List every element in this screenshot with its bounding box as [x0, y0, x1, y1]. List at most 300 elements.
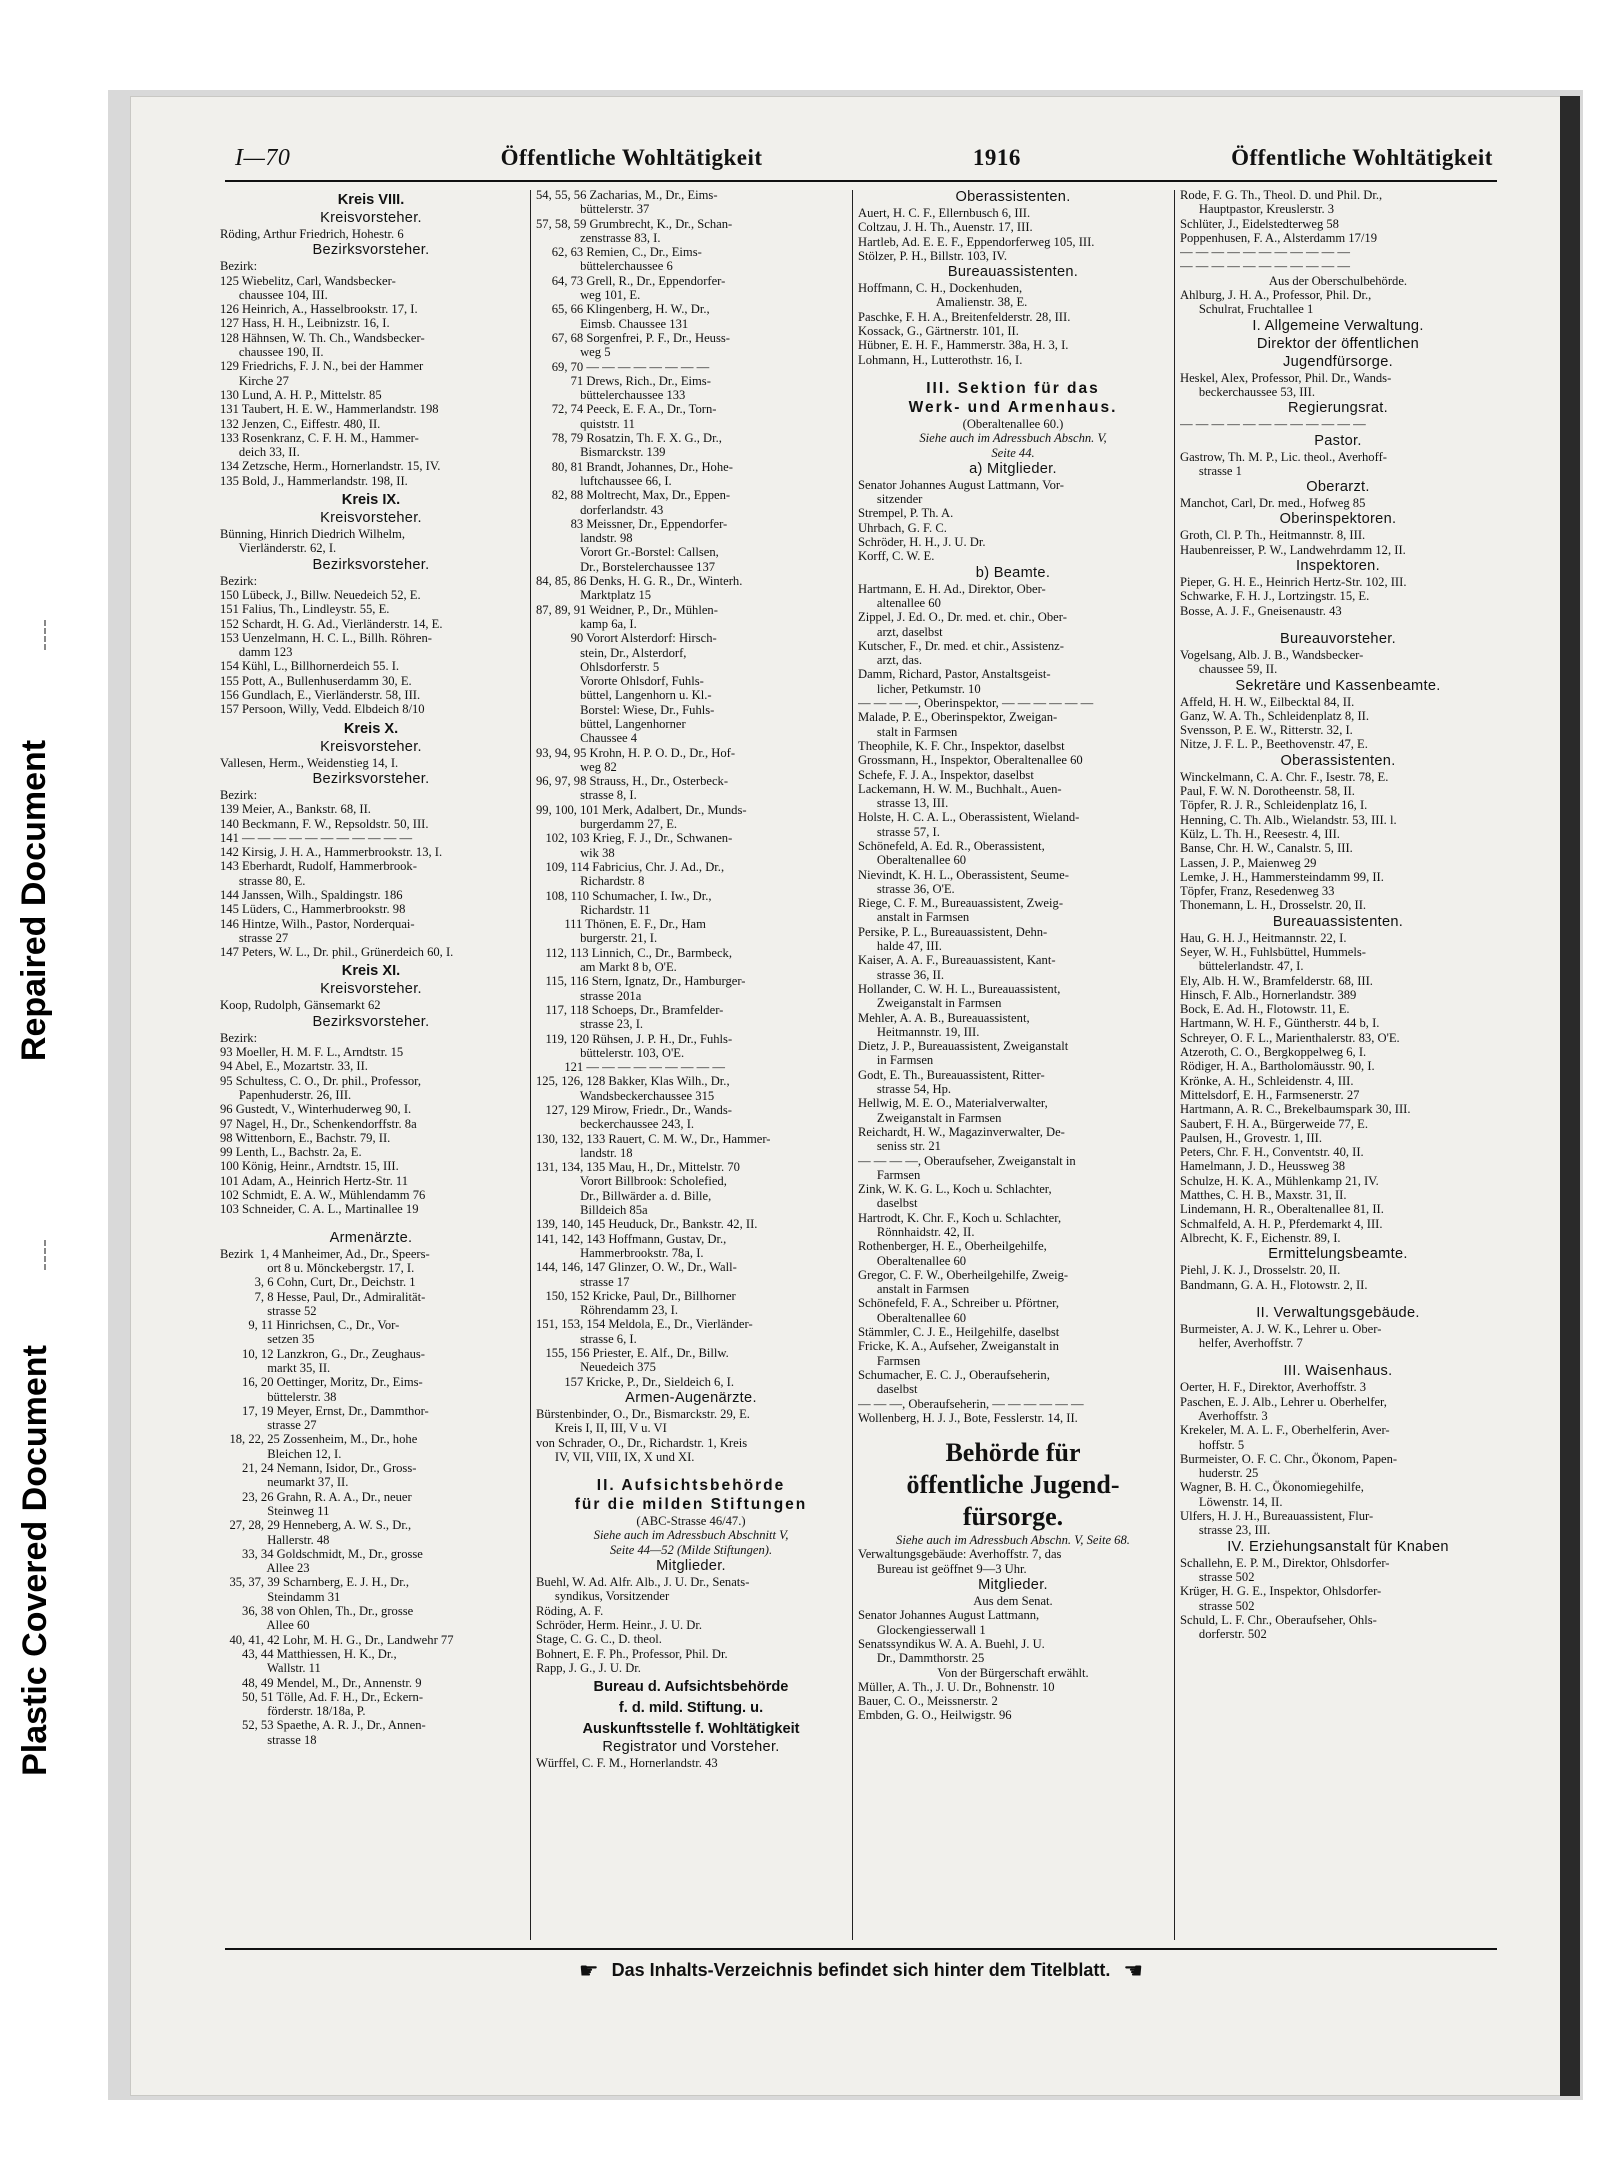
note-line: Siehe auch im Adressbuch Abschn. V,: [919, 431, 1107, 446]
entry-line: landstr. 98: [536, 531, 633, 546]
subsection-heading: Kreisvorsteher.: [320, 981, 422, 998]
subsection-heading: Bureauassistenten.: [947, 264, 1079, 281]
entry-line: Korff, C. W. E.: [858, 549, 935, 564]
entry-line: huderstr. 25: [1180, 1466, 1259, 1481]
entry-line: Steindamm 31: [220, 1589, 341, 1604]
entry-line: Hartrodt, K. Chr. F., Koch u. Schlachter,: [858, 1210, 1062, 1225]
subsection-heading: Registrator und Vorsteher.: [602, 1739, 780, 1756]
section-heading: Auskunftsstelle f. Wohltätigkeit: [582, 1721, 800, 1738]
entry-line: Rödiger, H. A., Bartholomäusstr. 90, I.: [1180, 1059, 1375, 1074]
entry-line: 90 Vorort Alsterdorf: Hirsch-: [536, 631, 717, 646]
entry-line: Bürstenbinder, O., Dr., Bismarckstr. 29, E.: [536, 1406, 750, 1421]
entry-line: 62, 63 Remien, C., Dr., Eims-: [536, 245, 702, 260]
entry-line: strasse 13, III.: [858, 796, 949, 811]
entry-line: strasse 54, Hp.: [858, 1082, 952, 1097]
entry-line: chaussee 104, III.: [220, 287, 328, 302]
entry-line: Töpfer, R. J. R., Schleidenplatz 16, I.: [1180, 798, 1368, 813]
entry-line: chaussee 190, II.: [220, 345, 324, 360]
entry-line: büttel, Langenhorn u. Kl.-: [536, 688, 712, 703]
entry-line: Schröder, Herm. Heinr., J. U. Dr.: [536, 1617, 702, 1632]
major-heading: fürsorge.: [962, 1502, 1064, 1532]
entry-line: beckerchaussee 243, I.: [536, 1117, 695, 1132]
entry-line: stalt in Farmsen: [858, 724, 958, 739]
entry-line: Schönefeld, A. Ed. R., Oberassistent,: [858, 838, 1045, 853]
entry-line: 96, 97, 98 Strauss, H., Dr., Osterbeck-: [536, 774, 729, 789]
entry-line: 126 Heinrich, A., Hasselbrookstr. 17, I.: [220, 302, 418, 317]
entry-line: Steinweg 11: [220, 1503, 330, 1518]
entry-line: Kreis I, II, III, V u. VI: [536, 1421, 667, 1436]
entry-line: Matthes, C. H. B., Maxstr. 31, II.: [1180, 1188, 1347, 1203]
entry-line: Vogelsang, Alb. J. B., Wandsbecker-: [1180, 647, 1364, 662]
spacer: [536, 1464, 846, 1476]
entry-line: sitzender: [858, 492, 923, 507]
entry-line: Rode, F. G. Th., Theol. D. und Phil. Dr.,: [1180, 188, 1383, 202]
entry-line: strasse 23, III.: [1180, 1523, 1271, 1538]
entry-line: Billdeich 85a: [536, 1203, 648, 1218]
entry-line: Ohlsdorferstr. 5: [536, 659, 660, 674]
entry-line: IV, VII, VIII, IX, X und XI.: [536, 1449, 695, 1464]
subsection-heading: Bureauassistenten.: [1272, 913, 1404, 930]
entry-line: anstalt in Farmsen: [858, 910, 970, 925]
entry-line: Kutscher, F., Dr. med. et chir., Assistenz-: [858, 638, 1064, 653]
column-divider: [530, 190, 531, 1940]
entry-line: Mittelsdorf, E. H., Farmsenerstr. 27: [1180, 1087, 1360, 1102]
centered-line: Aus der Oberschulbehörde.: [1268, 273, 1408, 288]
entry-line: 151 Falius, Th., Lindleystr. 55, E.: [220, 602, 390, 617]
side-divider: [44, 620, 48, 650]
entry-line: 99, 100, 101 Merk, Adalbert, Dr., Munds-: [536, 802, 747, 817]
entry-line: Schulrat, Fruchtallee 1: [1180, 302, 1314, 317]
entry-line: Röhrendamm 23, I.: [536, 1303, 679, 1318]
entry-line: 36, 38 von Ohlen, Th., Dr., grosse: [220, 1604, 414, 1619]
spacer: [1180, 1350, 1496, 1362]
entry-line: 145 Lüders, C., Hammerbrookstr. 98: [220, 902, 406, 917]
entry-line: Burmeister, A. J. W. K., Lehrer u. Ober-: [1180, 1321, 1382, 1336]
repaired-document-label: Repaired Document: [15, 739, 54, 1061]
entry-line: Burmeister, O. F. C. Chr., Ökonom, Papen-: [1180, 1451, 1398, 1466]
entry-line: 146 Hintze, Wilh., Pastor, Norderquai-: [220, 916, 415, 931]
entry-line: Heskel, Alex, Professor, Phil. Dr., Wands-: [1180, 370, 1392, 385]
entry-line: Hartmann, E. H. Ad., Direktor, Ober-: [858, 581, 1046, 596]
spacer: [858, 1425, 1168, 1437]
entry-line: Paschke, F. H. A., Breitenfelderstr. 28, III.: [858, 309, 1071, 324]
entry-line: Hartmann, A. R. C., Brekelbaumspark 30, III.: [1180, 1102, 1411, 1117]
entry-line: Töpfer, Franz, Resedenweg 33: [1180, 884, 1335, 899]
entry-line: Hartleb, Ad. E. E. F., Eppendorferweg 105, III.: [858, 234, 1095, 249]
subsection-heading: Kreisvorsteher.: [320, 738, 422, 755]
entry-line: Gregor, C. F. W., Oberheilgehilfe, Zweig-: [858, 1267, 1069, 1282]
entry-line: 54, 55, 56 Zacharias, M., Dr., Eims-: [536, 188, 718, 202]
entry-line: Paul, F. W. N. Dorotheenstr. 58, II.: [1180, 784, 1355, 799]
entry-line: Bock, E. Ad. H., Flotowstr. 11, E.: [1180, 1002, 1350, 1017]
subsection-heading: Oberassistenten.: [1280, 752, 1396, 769]
entry-line: damm 123: [220, 645, 293, 660]
header-title-right: Öffentliche Wohltätigkeit: [1231, 145, 1493, 170]
note-line: Siehe auch im Adressbuch Abschn. V, Seite 68.: [896, 1533, 1130, 1548]
entry-line: 9, 11 Hinrichsen, C., Dr., Vor-: [220, 1318, 400, 1333]
entry-line: Damm, Richard, Pastor, Anstaltsgeist-: [858, 667, 1051, 682]
entry-line: Hellwig, M. E. O., Materialverwalter,: [858, 1096, 1048, 1111]
entry-line: Bureau ist geöffnet 9—3 Uhr.: [858, 1561, 1027, 1576]
entry-line: büttelerstr. 37: [536, 202, 650, 217]
entry-line: Wagner, B. H. C., Ökonomiegehilfe,: [1180, 1480, 1364, 1495]
entry-line: Bismarckstr. 139: [536, 445, 666, 460]
entry-line: förderstr. 18/18a, P.: [220, 1704, 366, 1719]
entry-line: kamp 6a, I.: [536, 616, 637, 631]
entry-line: halde 47, III.: [858, 939, 942, 954]
entry-line: Bezirk:: [220, 573, 258, 588]
subsection-heading: Mitglieder.: [656, 1558, 726, 1575]
entry-line: daselbst: [858, 1196, 918, 1211]
entry-line: 152 Schardt, H. G. Ad., Vierländerstr. 14, E.: [220, 616, 443, 631]
section-heading: Kreis XI.: [341, 963, 401, 980]
entry-line: Hollander, C. W. H. L., Bureauassistent,: [858, 981, 1061, 996]
entry-line: 87, 89, 91 Weidner, P., Dr., Mühlen-: [536, 602, 718, 617]
entry-line: Schmalfeld, A. H. P., Pferdemarkt 4, III.: [1180, 1216, 1383, 1231]
entry-line: 71 Drews, Rich., Dr., Eims-: [536, 373, 711, 388]
spacer: [1180, 1292, 1496, 1304]
subsection-heading: Bezirksvorsteher.: [312, 556, 430, 573]
entry-line: büttelerchaussee 6: [536, 259, 673, 274]
entry-line: Buehl, W. Ad. Alfr. Alb., J. U. Dr., Senats-: [536, 1575, 750, 1590]
entry-line: Rothenberger, H. E., Oberheilgehilfe,: [858, 1239, 1047, 1254]
entry-line: strasse 502: [1180, 1598, 1255, 1613]
subsection-heading: III. Waisenhaus.: [1283, 1363, 1393, 1380]
entry-line: altenallee 60: [858, 595, 941, 610]
entry-line: 40, 41, 42 Lohr, M. H. G., Dr., Landwehr 77: [220, 1632, 454, 1647]
entry-line: 130, 132, 133 Rauert, C. M. W., Dr., Hammer-: [536, 1131, 771, 1146]
entry-line: weg 82: [536, 759, 617, 774]
entry-line: 33, 34 Goldschmidt, M., Dr., grosse: [220, 1546, 423, 1561]
entry-line: Grossmann, H., Inspektor, Oberaltenallee 60: [858, 753, 1083, 768]
entry-line: Peters, Chr. F. H., Conventstr. 40, II.: [1180, 1145, 1364, 1160]
entry-line: 95 Schultess, C. O., Dr. phil., Professor,: [220, 1073, 421, 1088]
entry-line: Zink, W. K. G. L., Koch u. Schlachter,: [858, 1182, 1052, 1197]
subsection-heading: Bezirksvorsteher.: [312, 242, 430, 259]
entry-line: 119, 120 Rühsen, J. P. H., Dr., Fuhls-: [536, 1031, 733, 1046]
entry-line: strasse 27: [220, 930, 289, 945]
entry-line: 48, 49 Mendel, M., Dr., Annenstr. 9: [220, 1675, 422, 1690]
entry-line: Thonemann, L. H., Drosselstr. 20, II.: [1180, 898, 1367, 913]
page-number: I—70: [235, 144, 291, 171]
entry-line: Schröder, H. H., J. U. Dr.: [858, 535, 986, 550]
entry-line: Embden, G. O., Heilwigstr. 96: [858, 1708, 1012, 1723]
entry-line: 3, 6 Cohn, Curt, Dr., Deichstr. 1: [220, 1275, 416, 1290]
entry-line: — — — — — — — — — — —: [1180, 259, 1351, 274]
note-line: Seite 44—52 (Milde Stiftungen).: [609, 1542, 773, 1557]
entry-line: Koop, Rudolph, Gänsemarkt 62: [220, 998, 381, 1013]
entry-line: Wandsbeckerchaussee 315: [536, 1088, 715, 1103]
entry-line: Hübner, E. H. F., Hammerstr. 38a, H. 3, I.: [858, 338, 1069, 353]
entry-line: Ganz, W. A. Th., Schleidenplatz 8, II.: [1180, 708, 1369, 723]
entry-line: 147 Peters, W. L., Dr. phil., Grünerdeich 60, I.: [220, 945, 454, 960]
entry-line: Neuedeich 375: [536, 1360, 656, 1375]
section-heading: Kreis IX.: [341, 492, 401, 509]
entry-line: Röding, A. F.: [536, 1603, 604, 1618]
entry-line: büttelerchaussee 133: [536, 388, 686, 403]
pointing-hand-right-icon: ☛: [578, 1958, 599, 1983]
entry-line: Hamelmann, J. D., Heussweg 38: [1180, 1159, 1346, 1174]
entry-line: Saubert, F. H. A., Bürgerweide 77, E.: [1180, 1116, 1368, 1131]
entry-line: 96 Gustedt, V., Winterhuderweg 90, I.: [220, 1102, 412, 1117]
entry-line: Würffel, C. F. M., Hornerlandstr. 43: [536, 1756, 718, 1771]
entry-line: setzen 35: [220, 1332, 315, 1347]
entry-line: 143 Eberhardt, Rudolf, Hammerbrook-: [220, 859, 417, 874]
entry-line: 135 Bold, J., Hammerlandstr. 198, II.: [220, 473, 408, 488]
entry-line: Bosse, A. J. F., Gneisenaustr. 43: [1180, 603, 1342, 618]
entry-line: 65, 66 Klingenberg, H. W., Dr.,: [536, 302, 710, 317]
entry-line: 17, 19 Meyer, Ernst, Dr., Dammthor-: [220, 1403, 429, 1418]
entry-line: 100 König, Heinr., Arndtstr. 15, III.: [220, 1159, 399, 1174]
entry-line: arzt, daselbst: [858, 624, 943, 639]
centered-line: (ABC-Strasse 46/47.): [636, 1514, 746, 1529]
entry-line: 78, 79 Rosatzin, Th. F. X. G., Dr.,: [536, 431, 722, 446]
entry-line: Strempel, P. Th. A.: [858, 506, 954, 521]
entry-line: dorferlandstr. 43: [536, 502, 664, 517]
pointing-hand-left-icon: ☚: [1123, 1958, 1144, 1983]
entry-line: Oberaltenallee 60: [858, 853, 967, 868]
entry-line: Piehl, J. K. J., Drosselstr. 20, II.: [1180, 1263, 1341, 1278]
entry-line: Farmsen: [858, 1353, 921, 1368]
entry-line: Pieper, G. H. E., Heinrich Hertz-Str. 102, III.: [1180, 575, 1407, 590]
entry-line: Hartmann, W. H. F., Güntherstr. 44 b, I.: [1180, 1016, 1380, 1031]
section-heading: für die milden Stiftungen: [574, 1496, 808, 1514]
entry-line: 125 Wiebelitz, Carl, Wandsbecker-: [220, 273, 396, 288]
entry-line: Hinsch, F. Alb., Hornerlandstr. 389: [1180, 987, 1357, 1002]
entry-line: Vororte Ohlsdorf, Fuhls-: [536, 674, 704, 689]
entry-line: 132 Jenzen, C., Eiffestr. 480, II.: [220, 416, 381, 431]
entry-line: 94 Abel, E., Mozartstr. 33, II.: [220, 1059, 368, 1074]
entry-line: Lemke, J. H., Hammersteindamm 99, II.: [1180, 869, 1384, 884]
subsection-heading: Kreisvorsteher.: [320, 510, 422, 527]
entry-line: 93, 94, 95 Krohn, H. P. O. D., Dr., Hof-: [536, 745, 736, 760]
entry-line: strasse 17: [536, 1274, 630, 1289]
entry-line: — — — —, Oberaufseher, Zweiganstalt in: [858, 1153, 1076, 1168]
entry-line: Mehler, A. A. B., Bureauassistent,: [858, 1010, 1030, 1025]
entry-line: Ely, Alb. H. W., Bramfelderstr. 68, III.: [1180, 973, 1373, 988]
footer-text: Das Inhalts-Verzeichnis befindet sich hinter dem Titelblatt.: [611, 1959, 1111, 1980]
entry-line: Bezirk:: [220, 1030, 258, 1045]
entry-line: burgerdamm 27, E.: [536, 817, 678, 832]
entry-line: 98 Wittenborn, E., Bachstr. 79, II.: [220, 1130, 391, 1145]
footer-note: [225, 1958, 1497, 1984]
subsection-heading: IV. Erziehungsanstalt für Knaben: [1227, 1538, 1449, 1555]
entry-line: 18, 22, 25 Zossenheim, M., Dr., hohe: [220, 1432, 418, 1447]
entry-line: 101 Adam, A., Heinrich Hertz-Str. 11: [220, 1173, 409, 1188]
entry-line: Vierländerstr. 62, I.: [220, 541, 337, 556]
entry-line: 131 Taubert, H. E. W., Hammerlandstr. 198: [220, 402, 439, 417]
entry-line: — — —, Oberaufseherin, — — — — — —: [858, 1396, 1084, 1411]
entry-line: büttelerlandstr. 47, I.: [1180, 959, 1304, 974]
subsection-heading: II. Verwaltungsgebäude.: [1256, 1304, 1420, 1321]
entry-line: Nitze, J. F. L. P., Beethovenstr. 47, E.: [1180, 737, 1368, 752]
entry-line: 112, 113 Linnich, C., Dr., Barmbeck,: [536, 945, 732, 960]
entry-line: Farmsen: [858, 1167, 921, 1182]
entry-line: stein, Dr., Alsterdorf,: [536, 645, 687, 660]
entry-line: 72, 74 Peeck, E. F. A., Dr., Torn-: [536, 402, 717, 417]
subsection-heading: Inspektoren.: [1296, 558, 1380, 575]
entry-line: Stämmler, C. J. E., Heilgehilfe, daselbst: [858, 1325, 1060, 1340]
entry-line: strasse 36, II.: [858, 967, 945, 982]
entry-line: ort 8 u. Mönckebergstr. 17, I.: [220, 1260, 415, 1275]
subsection-heading: Pastor.: [1314, 432, 1362, 449]
entry-line: Bleichen 12, I.: [220, 1446, 342, 1461]
column-divider: [1174, 190, 1175, 1940]
entry-line: 80, 81 Brandt, Johannes, Dr., Hohe-: [536, 459, 733, 474]
entry-line: 128 Hähnsen, W. Th. Ch., Wandsbecker-: [220, 330, 425, 345]
entry-line: markt 35, II.: [220, 1361, 331, 1375]
spacer: [858, 367, 1168, 379]
entry-line: Vallesen, Herm., Weidenstieg 14, I.: [220, 755, 399, 770]
entry-line: Paschen, E. J. Alb., Lehrer u. Oberhelfer,: [1180, 1394, 1387, 1409]
entry-line: landstr. 18: [536, 1145, 633, 1160]
section-heading: f. d. mild. Stiftung. u.: [618, 1700, 764, 1717]
entry-line: Oberaltenallee 60: [858, 1253, 967, 1268]
entry-line: 27, 28, 29 Henneberg, A. W. S., Dr.,: [220, 1518, 412, 1533]
entry-line: strasse 57, I.: [858, 824, 940, 839]
entry-line: strasse 80, E.: [220, 873, 306, 888]
entry-line: büttel, Langenhorner: [536, 716, 686, 731]
entry-line: 82, 88 Moltrecht, Max, Dr., Eppen-: [536, 488, 731, 503]
spacer: [220, 1217, 522, 1229]
entry-line: am Markt 8 b, O'E.: [536, 960, 677, 975]
entry-line: strasse 36, O'E.: [858, 881, 955, 896]
subsection-heading: Bureauvorsteher.: [1280, 630, 1396, 647]
entry-line: Stage, C. G. C., D. theol.: [536, 1632, 662, 1647]
entry-line: deich 33, II.: [220, 445, 300, 460]
entry-line: 111 Thönen, E. F., Dr., Ham: [536, 917, 706, 932]
entry-line: Eimsb. Chaussee 131: [536, 316, 689, 331]
entry-line: Dietz, J. P., Bureauassistent, Zweiganstalt: [858, 1039, 1069, 1054]
entry-line: 103 Schneider, C. A. L., Martinallee 19: [220, 1202, 419, 1217]
entry-line: Schulze, H. K. A., Mühlenkamp 21, IV.: [1180, 1173, 1379, 1188]
entry-line: Hau, G. H. J., Heitmannstr. 22, I.: [1180, 930, 1347, 945]
major-heading: öffentliche Jugend-: [906, 1470, 1120, 1500]
entry-line: neumarkt 37, II.: [220, 1475, 349, 1490]
subsection-heading: Oberarzt.: [1306, 479, 1370, 496]
entry-line: 99 Lenth, L., Bachstr. 2a, E.: [220, 1145, 362, 1160]
entry-line: Paulsen, H., Grovestr. 1, III.: [1180, 1130, 1323, 1145]
entry-line: Bezirk 1, 4 Manheimer, Ad., Dr., Speers-: [220, 1246, 430, 1261]
subsection-heading: Jugendfürsorge.: [1283, 353, 1393, 370]
entry-line: Schwarke, F. H. J., Lortzingstr. 15, E.: [1180, 589, 1370, 604]
entry-line: 139, 140, 145 Heuduck, Dr., Bankstr. 42, II.: [536, 1217, 758, 1232]
entry-line: Müller, A. Th., J. U. Dr., Bohnenstr. 10: [858, 1679, 1055, 1694]
note-line: Siehe auch im Adressbuch Abschnitt V,: [593, 1528, 789, 1543]
entry-line: 154 Kühl, L., Billhornerdeich 55. I.: [220, 659, 400, 674]
entry-line: — — — —, Oberinspektor, — — — — — —: [858, 696, 1094, 711]
section-heading: Werk- und Armenhaus.: [908, 398, 1118, 416]
entry-line: Bezirk:: [220, 787, 258, 802]
entry-line: Amalienstr. 38, E.: [858, 295, 1028, 310]
note-line: Seite 44.: [991, 445, 1035, 460]
entry-line: Rapp, J. G., J. U. Dr.: [536, 1660, 641, 1675]
entry-line: 144 Janssen, Wilh., Spaldingstr. 186: [220, 887, 403, 902]
entry-line: Dr., Billwärder a. d. Bille,: [536, 1188, 712, 1203]
entry-line: Banse, Chr. H. W., Canalstr. 5, III.: [1180, 841, 1353, 856]
entry-line: Richardstr. 11: [536, 902, 651, 917]
entry-line: 144, 146, 147 Glinzer, O. W., Dr., Wall-: [536, 1260, 737, 1275]
entry-line: Seyer, W. H., Fuhlsbüttel, Hummels-: [1180, 944, 1366, 959]
entry-line: Atzeroth, C. O., Bergkoppelweg 6, I.: [1180, 1045, 1367, 1060]
entry-line: Senatssyndikus W. A. A. Buehl, J. U.: [858, 1636, 1045, 1651]
entry-line: strasse 23, I.: [536, 1017, 644, 1032]
entry-line: weg 101, E.: [536, 288, 641, 303]
entry-line: 35, 37, 39 Scharnberg, E. J. H., Dr.,: [220, 1575, 410, 1590]
entry-line: Coltzau, J. H. Th., Auenstr. 17, III.: [858, 220, 1033, 235]
entry-line: Bünning, Hinrich Diedrich Wilhelm,: [220, 527, 405, 542]
entry-line: Hallerstr. 48: [220, 1532, 330, 1547]
entry-line: 102 Schmidt, E. A. W., Mühlendamm 76: [220, 1188, 426, 1203]
entry-line: strasse 6, I.: [536, 1331, 637, 1346]
entry-line: 157 Kricke, P., Dr., Sieldeich 6, I.: [536, 1374, 734, 1389]
entry-line: strasse 1: [1180, 463, 1242, 478]
entry-line: hoffstr. 5: [1180, 1437, 1245, 1452]
entry-line: 16, 20 Oettinger, Moritz, Dr., Eims-: [220, 1375, 423, 1390]
entry-line: 109, 114 Fabricius, Chr. J. Ad., Dr.,: [536, 859, 725, 874]
entry-line: Wallstr. 11: [220, 1661, 321, 1676]
entry-line: Hammerbrookstr. 78a, I.: [536, 1245, 704, 1260]
entry-line: büttelerstr. 38: [220, 1389, 337, 1404]
entry-line: 21, 24 Nemann, Isidor, Dr., Gross-: [220, 1461, 417, 1476]
entry-line: 153 Uenzelmann, H. C. L., Billh. Röhren-: [220, 630, 432, 645]
entry-line: Hoffmann, C. H., Dockenhuden,: [858, 281, 1023, 296]
entry-line: Schumacher, E. C. J., Oberaufseherin,: [858, 1367, 1050, 1382]
entry-line: 108, 110 Schumacher, I. Iw., Dr.,: [536, 888, 712, 903]
entry-line: 97 Nagel, H., Dr., Schenkendorffstr. 8a: [220, 1116, 417, 1131]
entry-line: Marktplatz 15: [536, 588, 652, 603]
entry-line: 50, 51 Tölle, Ad. F. H., Dr., Eckern-: [220, 1689, 424, 1704]
major-heading: Behörde für: [945, 1438, 1081, 1468]
entry-line: 134 Zetzsche, Herm., Hornerlandstr. 15, IV.: [220, 459, 441, 474]
entry-line: quiststr. 11: [536, 416, 635, 431]
entry-line: 102, 103 Krieg, F. J., Dr., Schwanen-: [536, 831, 733, 846]
entry-line: Malade, P. E., Oberinspektor, Zweigan-: [858, 710, 1058, 725]
plastic-covered-document-label: Plastic Covered Document: [15, 1344, 54, 1776]
entry-line: strasse 8, I.: [536, 788, 637, 803]
entry-line: 10, 12 Lanzkron, G., Dr., Zeughaus-: [220, 1346, 425, 1361]
entry-line: Papenhuderstr. 26, III.: [220, 1087, 352, 1102]
entry-line: Theophile, K. F. Chr., Inspektor, daselbst: [858, 738, 1065, 753]
subsection-heading: Sekretäre und Kassenbeamte.: [1235, 677, 1441, 694]
entry-line: 43, 44 Matthiessen, H. K., Dr.,: [220, 1646, 397, 1661]
entry-line: Senator Johannes August Lattmann, Vor-: [858, 477, 1065, 492]
spacer: [1180, 618, 1496, 630]
entry-line: Heitmannstr. 19, III.: [858, 1024, 980, 1039]
centered-line: (Oberaltenallee 60.): [962, 416, 1064, 431]
entry-line: Richardstr. 8: [536, 874, 645, 889]
entry-line: Lackemann, H. W. M., Buchhalt., Auen-: [858, 781, 1062, 796]
entry-line: Löwenstr. 14, II.: [1180, 1494, 1283, 1509]
header-year: 1916: [972, 145, 1021, 170]
entry-line: 133 Rosenkranz, C. F. H. M., Hammer-: [220, 430, 419, 445]
column-3: [858, 188, 1168, 1943]
entry-line: Vorort Gr.-Borstel: Callsen,: [536, 545, 719, 560]
entry-line: Oerter, H. F., Direktor, Averhoffstr. 3: [1180, 1380, 1367, 1395]
entry-line: büttelerstr. 103, O'E.: [536, 1045, 685, 1060]
entry-line: in Farmsen: [858, 1053, 934, 1068]
entry-line: 93 Moeller, H. M. F. L., Arndtstr. 15: [220, 1045, 404, 1060]
entry-line: chaussee 59, II.: [1180, 662, 1278, 677]
entry-line: 117, 118 Schoeps, Dr., Bramfelder-: [536, 1002, 724, 1017]
subsection-heading: Oberassistenten.: [955, 189, 1071, 205]
entry-line: 156 Gundlach, E., Vierländerstr. 58, III.: [220, 688, 421, 703]
entry-line: Wollenberg, H. J. J., Bote, Fesslerstr. 14, II.: [858, 1410, 1078, 1425]
entry-line: Allee 23: [220, 1561, 310, 1576]
entry-line: 139 Meier, A., Bankstr. 68, II.: [220, 802, 371, 817]
entry-line: burgerstr. 21, I.: [536, 931, 658, 946]
entry-line: Lassen, J. P., Maienweg 29: [1180, 855, 1317, 870]
